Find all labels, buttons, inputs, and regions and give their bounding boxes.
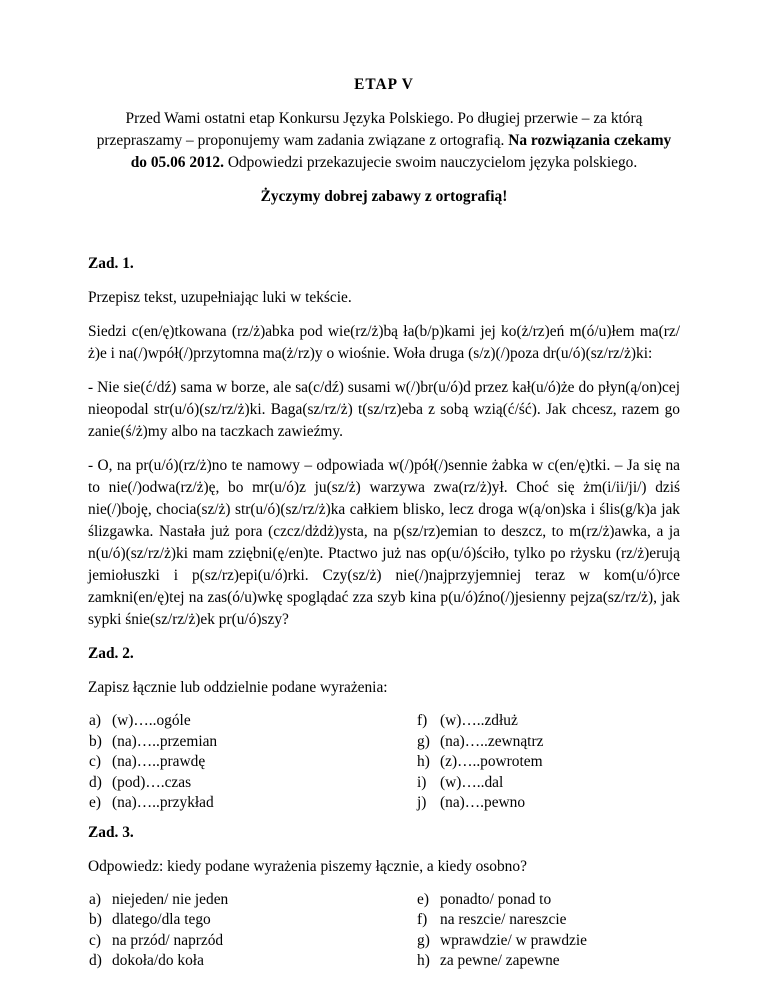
list-item: h) (z)…..powrotem <box>417 753 543 770</box>
list-item: e) ponadto/ ponad to <box>417 890 552 908</box>
list-item: g) wprawdzie/ w prawdzie <box>417 931 588 949</box>
list-item: i) (w)…..dal <box>417 773 504 791</box>
wish-line: Życzymy dobrej zabawy z ortografią! <box>260 188 508 205</box>
list-item: f) (w)…..zdłuż <box>417 712 518 729</box>
zad2-heading: Zad. 2. <box>88 645 134 662</box>
intro-paragraph <box>88 108 680 174</box>
list-item: e) (na)…..przykład <box>89 794 214 811</box>
list-item: c) (na)…..prawdę <box>89 753 206 770</box>
zad3-lists <box>88 890 680 972</box>
list-item: d) dokoła/do koła <box>89 952 204 969</box>
zad3-list-right <box>417 890 587 972</box>
list-item: a) niejeden/ nie jeden <box>89 890 229 908</box>
list-item: b) dlatego/dla tego <box>89 911 211 928</box>
list-item: d) (pod)….czas <box>89 773 192 791</box>
zad1-paragraph: Siedzi c(en/ę)tkowana (rz/ż)abka pod wie(rz/ż)bą ła(b/p)kami jej ko(ż/rz)eń m(ó/u)łem ma(rz/ż)e i na(/)wpół(/)przytomna ma(ż/rz)y o wiośnie. Woła druga (s/z)(/)poza dr(u/ó)(sz/rz/ż)ki: <box>88 323 680 362</box>
zad3-instruction: Odpowiedz: kiedy podane wyrażenia piszemy łącznie, a kiedy osobno? <box>88 857 527 875</box>
zad2-list-left <box>88 711 417 814</box>
intro-deadline: Na rozwiązania czekamy do 05.06 2012. <box>130 132 672 171</box>
list-item: h) za pewne/ zapewne <box>417 952 560 969</box>
list-item: g) (na)…..zewnątrz <box>417 732 544 750</box>
list-item: c) na przód/ naprzód <box>89 931 224 949</box>
list-item: f) na reszcie/ nareszcie <box>417 911 567 928</box>
zad1-instruction: Przepisz tekst, uzupełniając luki w tekście. <box>88 289 352 306</box>
intro-text-2: Odpowiedzi przekazujecie swoim nauczycielom języka polskiego. <box>223 154 638 171</box>
zad1-heading: Zad. 1. <box>88 255 134 272</box>
intro-text-1: Przed Wami ostatni etap Konkursu Języka Polskiego. Po długiej przerwie – za którą przepraszamy – proponujemy wam zadania związane z ortografią. <box>96 110 643 149</box>
list-item: a) (w)…..ogóle <box>89 712 191 729</box>
zad1-paragraph: - Nie sie(ć/dź) sama w borze, ale sa(c/dź) susami w(/)br(u/ó)d przez kał(u/ó)że do płyn(ą/on)cej nieopodal str(u/ó)(sz/rz/ż)ki. Baga(sz/rz/ż) t(sz/rz)eba z sobą wzią(ć/ść). Jak chcesz, razem go zanie(ś/ż)my albo na taczkach zawieźmy. <box>88 379 680 440</box>
zad2-instruction: Zapisz łącznie lub oddzielnie podane wyrażenia: <box>88 679 388 696</box>
page-title: ETAP V <box>354 76 414 93</box>
document-page <box>88 74 680 980</box>
zad2-lists <box>88 711 680 814</box>
zad2-list-right <box>417 711 543 814</box>
list-item: b) (na)…..przemian <box>89 732 218 750</box>
zad3-list-left <box>88 890 417 972</box>
list-item: j) (na)….pewno <box>417 794 526 811</box>
zad3-heading: Zad. 3. <box>88 823 134 841</box>
zad1-paragraph: - O, na pr(u/ó)(rz/ż)no te namowy – odpowiada w(/)pół(/)sennie żabka w c(en/ę)tki. – Ja się na to nie(/)odwa(rz/ż)ę, bo mr(u/ó)z ju(sz/ż) warzywa zwa(rz/ż)ył. Choć się żm(i/ii/ji/) dziś nie(/)boję, chocia(sz/ż) str(u/ó)(sz/rz/ż)ka całkiem blisko, lecz droga w(ą/on)ska i ślis(g/k)a jak ślizgawka. Nastała już pora (czcz/dżdż)ysta, na p(sz/rz)emian to deszcz, to m(rz/ż)awka, a ja n(u/ó)(sz/rz/ż)ki mam zziębni(ę/en)te. Ptactwo już nas op(u/ó)ściło, tylko po rżysku (rz/ż)erują jemiołuszki i p(sz/rz)epi(u/ó)rki. Czy(sz/ż) nie(/)najprzyjemniej teraz w kom(u/ó)rce zamkni(en/ę)tej na zas(ó/u)wkę spoglądać zza szyb kina p(u/ó)źno(/)jesienny pejza(sz/rz/ż), jak sypki śnie(sz/rz/ż)ek pr(u/ó)szy? <box>88 457 680 628</box>
